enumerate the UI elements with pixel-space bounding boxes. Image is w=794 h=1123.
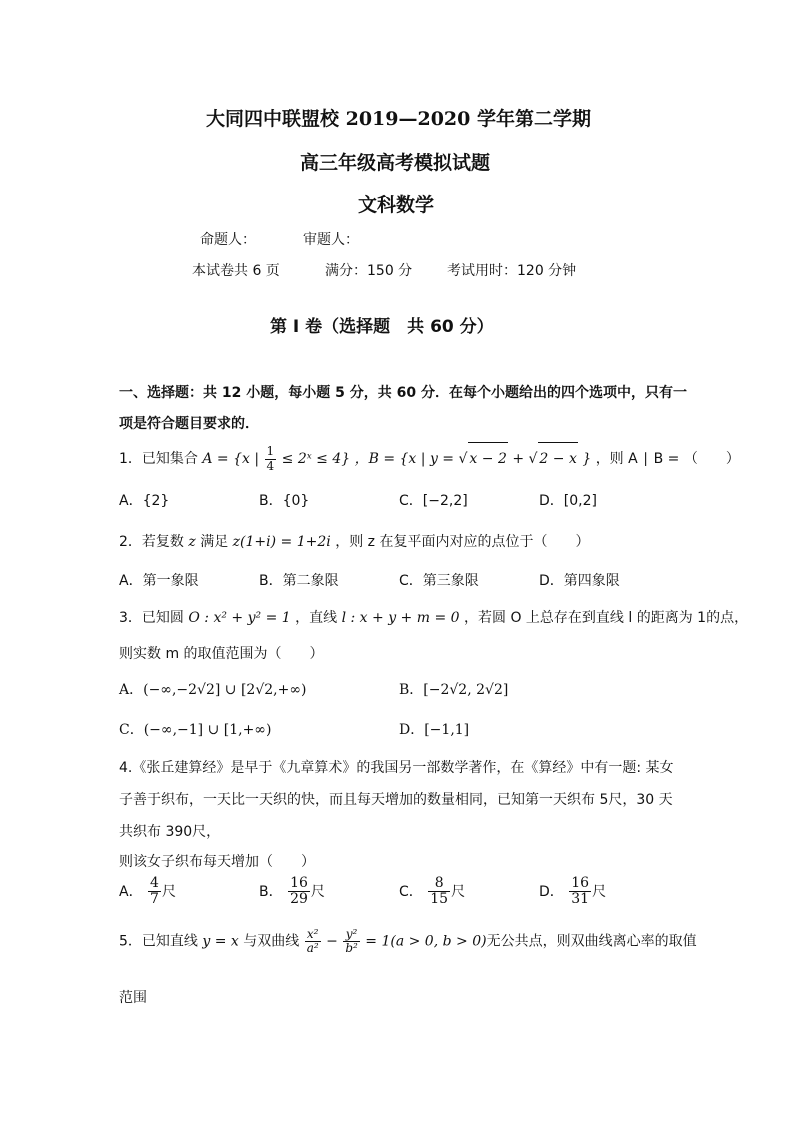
part-title: 第 Ⅰ 卷（选择题 共 60 分） — [270, 317, 494, 337]
q1-set-a-left: A = {x | — [202, 451, 260, 467]
q3-line: l : x + y + m = 0 — [341, 610, 460, 626]
q1-fraction — [265, 445, 277, 472]
q2-mid: 满足 — [200, 534, 229, 550]
q1-set-b-left: ，B = {x | y = — [354, 451, 455, 467]
q4-option-b-label: B． — [259, 883, 283, 900]
q3-tail: ，若圆 O 上总存在到直线 l 的距离为 1的点， — [464, 610, 749, 626]
q4-option-c-unit: 尺 — [451, 883, 466, 900]
q2-z: z — [188, 534, 196, 550]
q4-option-b — [259, 876, 325, 908]
q1-prefix: 1．已知集合 — [119, 451, 198, 467]
q4-line2: 子善于织布，一天比一天织的快，而且每天增加的数量相同，已知第一天织布 5尺，30 天 — [119, 792, 673, 808]
q4-option-d-fraction — [569, 876, 591, 908]
q1-set-a-right: ≤ 2ˣ ≤ 4} — [281, 451, 351, 467]
q4-b-den: 29 — [290, 891, 308, 908]
exam-title: 高三年级高考模拟试题 — [300, 152, 491, 174]
q1-option-b: B．{0} — [259, 493, 310, 509]
q2-option-a: A．第一象限 — [119, 573, 199, 589]
q1-option-a: A．{2} — [119, 493, 170, 509]
q5-f1-num: x² — [305, 928, 321, 942]
q4-option-d-unit: 尺 — [592, 883, 607, 900]
full-score: 满分：150 分 — [325, 263, 413, 279]
q3-option-d: D．[−1,1] — [399, 722, 470, 738]
q3-option-a: A．(−∞,−2√2] ∪ [2√2,+∞) — [119, 682, 307, 698]
q1-plus: + — [512, 451, 525, 467]
section-heading-line1: 一、选择题：共 12 小题，每小题 5 分，共 60 分．在每个小题给出的四个选项中，只有一 — [119, 385, 687, 401]
q5-fraction-2 — [343, 928, 360, 955]
q1-frac-den: 4 — [266, 458, 275, 473]
question-5 — [119, 928, 697, 955]
q1-frac-num: 1 — [266, 444, 275, 459]
q4-option-c — [399, 876, 465, 908]
q2-option-b: B．第二象限 — [259, 573, 339, 589]
q4-option-a-unit: 尺 — [161, 883, 176, 900]
q4-option-a — [119, 876, 176, 908]
q4-a-den: 7 — [150, 891, 159, 908]
exam-time: 考试用时：120 分钟 — [447, 263, 577, 279]
question-2 — [119, 531, 589, 551]
q1-set-b-right: } — [582, 451, 592, 467]
q5-line2: 范围 — [119, 990, 147, 1006]
q1-sqrt-1: x − 2 — [468, 442, 507, 475]
q4-line4: 则该女子织布每天增加（ ） — [119, 854, 315, 870]
q3-line2: 则实数 m 的取值范围为（ ） — [119, 646, 324, 662]
reviewer-label: 审题人： — [303, 232, 359, 248]
q4-line3: 共织布 390尺， — [119, 824, 221, 840]
q1-sqrt-2: 2 − x — [538, 442, 577, 475]
q5-tail: 无公共点，则双曲线离心率的取值 — [486, 933, 697, 950]
subject-title: 文科数学 — [358, 194, 435, 216]
setter-label: 命题人： — [200, 232, 256, 248]
q5-f2-den: b² — [345, 941, 358, 956]
q5-f1-den: a² — [306, 941, 319, 956]
q4-c-num: 8 — [428, 876, 450, 892]
q4-line1: 4.《张丘建算经》是早于《九章算术》的我国另一部数学著作，在《算经》中有一题: 某女 — [119, 760, 674, 776]
q4-b-num: 16 — [290, 875, 308, 891]
q1-option-d: D．[0,2] — [539, 493, 597, 509]
school-title: 大同四中联盟校 2019—2020 学年第二学期 — [206, 108, 591, 130]
q4-option-c-fraction — [428, 876, 450, 908]
q3-option-c: C．(−∞,−1] ∪ [1,+∞) — [119, 722, 272, 738]
question-3 — [119, 607, 748, 627]
q4-d-num: 16 — [571, 875, 590, 891]
question-1 — [119, 442, 740, 475]
q3-prefix: 3．已知圆 — [119, 610, 184, 626]
q2-prefix: 2．若复数 — [119, 534, 184, 550]
q4-option-b-fraction — [288, 876, 310, 908]
q5-minus: − — [326, 933, 338, 950]
q1-option-c: C．[−2,2] — [399, 493, 468, 509]
q5-mid: 与双曲线 — [243, 933, 300, 950]
q2-option-c: C．第三象限 — [399, 573, 479, 589]
q5-prefix: 5．已知直线 — [119, 933, 198, 950]
q2-tail: ，则 z 在复平面内对应的点位于（ ） — [335, 534, 590, 550]
q3-mid: ，直线 — [295, 610, 338, 626]
q4-option-a-label: A． — [119, 883, 143, 900]
section-heading-line2: 项是符合题目要求的． — [119, 416, 259, 432]
q4-option-b-unit: 尺 — [310, 883, 325, 900]
q5-line-expr: y = x — [202, 933, 239, 950]
q1-sqrt-sign-2: √ — [528, 451, 538, 467]
q5-f2-num: y² — [343, 928, 360, 942]
q4-option-a-fraction — [148, 876, 161, 908]
q2-expr: z(1+i) = 1+2i — [232, 534, 331, 550]
q4-c-den: 15 — [430, 891, 449, 908]
q3-option-b: B．[−2√2, 2√2] — [399, 682, 509, 698]
q1-tail: ，则 A ∣ B = （ ） — [595, 451, 740, 467]
q4-option-c-label: C． — [399, 883, 423, 900]
q4-option-d-label: D． — [539, 883, 564, 900]
q4-option-d — [539, 876, 606, 908]
q1-sqrt-sign-1: √ — [458, 451, 468, 467]
q4-a-num: 4 — [150, 875, 159, 891]
q4-d-den: 31 — [571, 891, 590, 908]
q5-rest: = 1(a > 0, b > 0) — [365, 933, 487, 950]
page-count: 本试卷共 6 页 — [192, 263, 280, 279]
q5-fraction-1 — [305, 928, 321, 955]
q3-circle: O : x² + y² = 1 — [188, 610, 291, 626]
q2-option-d: D．第四象限 — [539, 573, 620, 589]
